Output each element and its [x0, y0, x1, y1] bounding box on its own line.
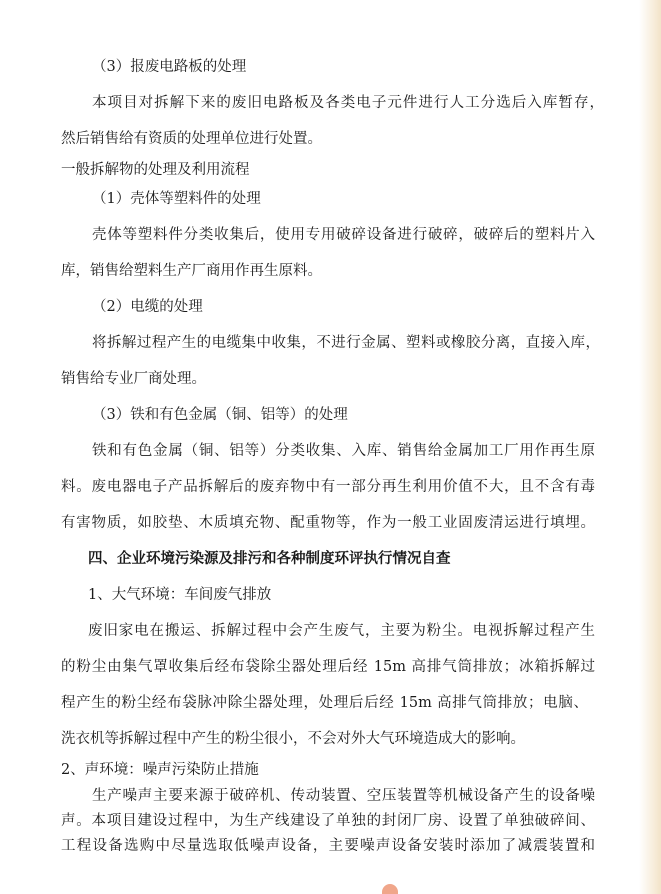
paragraph-line: 废旧家电在搬运、拆解过程中会产生废气，主要为粉尘。电视拆解过程产生 [88, 623, 595, 639]
paragraph-line: 声。本项目建设过程中，为生产线建设了单独的封闭厂房、设置了单独破碎间、 [61, 813, 595, 829]
paragraph-line: 有害物质，如胶垫、木质填充物、配重物等，作为一般工业固废清运进行填埋。 [61, 515, 595, 531]
paragraph-line: 壳体等塑料件分类收集后，使用专用破碎设备进行破碎，破碎后的塑料片入 [92, 227, 595, 243]
paragraph-line: 工程设备选购中尽量选取低噪声设备，主要噪声设备安装时添加了减震装置和 [61, 838, 595, 854]
paragraph-line: 料。废电器电子产品拆解后的废弃物中有一部分再生利用价值不大，且不含有毒 [61, 479, 595, 495]
section-heading-four: 四、企业环境污染源及排污和各种制度环评执行情况自查 [88, 550, 451, 567]
section-heading-general: 一般拆解物的处理及利用流程 [61, 162, 250, 178]
paragraph-line: 然后销售给有资质的处理单位进行处置。 [61, 131, 322, 147]
page-bottom-mark [382, 884, 398, 894]
subheading-plastic: （1）壳体等塑料件的处理 [92, 191, 261, 207]
paragraph-line: 铁和有色金属（铜、铝等）分类收集、入库、销售给金属加工厂用作再生原 [92, 443, 595, 459]
paragraph-line: 本项目对拆解下来的废旧电路板及各类电子元件进行人工分选后入库暂存， [92, 95, 604, 111]
paragraph-line: 洗衣机等拆解过程中产生的粉尘很小，不会对外大气环境造成大的影响。 [61, 731, 525, 747]
paragraph-line: 的粉尘由集气罩收集后经布袋除尘器处理后经 15m 高排气筒排放；冰箱拆解过 [61, 659, 595, 675]
paragraph-line: 销售给专业厂商处理。 [61, 371, 206, 387]
paragraph-line: 库，销售给塑料生产厂商用作再生原料。 [61, 263, 322, 279]
subheading-circuit-board: （3）报废电路板的处理 [92, 59, 247, 75]
subheading-noise: 2、声环境：噪声污染防止措施 [61, 762, 259, 778]
paragraph-line: 生产噪声主要来源于破碎机、传动装置、空压装置等机械设备产生的设备噪 [92, 788, 595, 804]
subheading-air: 1、大气环境：车间废气排放 [88, 587, 272, 603]
paragraph-line: 程产生的粉尘经布袋脉冲除尘器处理，处理后后经 15m 高排气筒排放；电脑、 [61, 695, 588, 711]
paragraph-line: 将拆解过程产生的电缆集中收集，不进行金属、塑料或橡胶分离，直接入库， [92, 335, 600, 351]
page-edge-shadow [639, 0, 661, 894]
subheading-cable: （2）电缆的处理 [92, 299, 203, 315]
subheading-metal: （3）铁和有色金属（铜、铝等）的处理 [92, 407, 348, 423]
